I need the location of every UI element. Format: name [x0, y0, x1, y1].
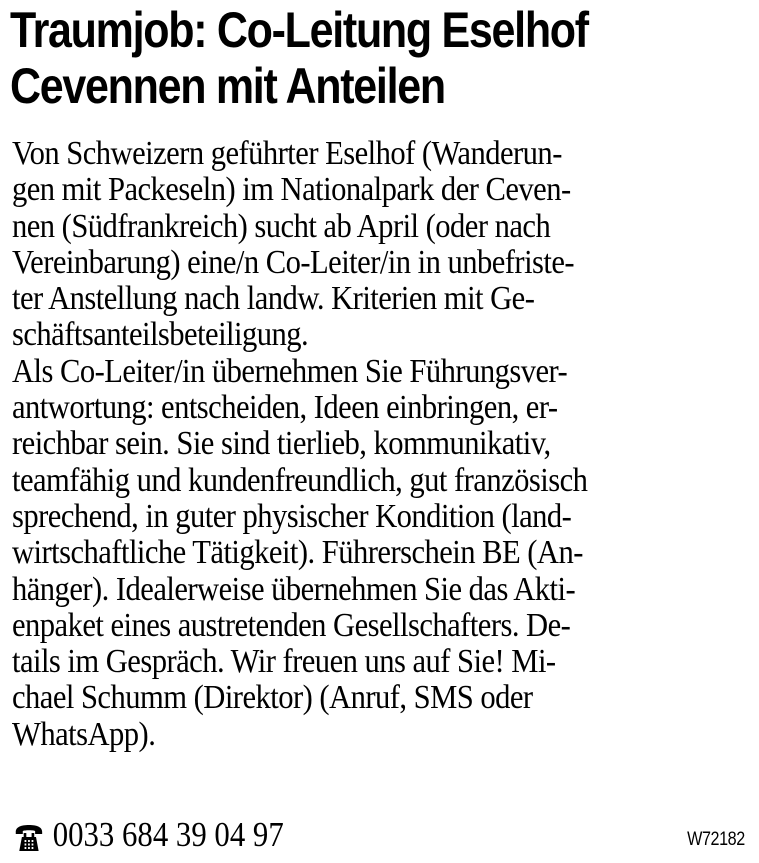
ad-body-text: [12, 136, 587, 753]
headline-line: Traumjob: Co-Leitung Eselhof: [10, 2, 588, 58]
contact-line: [14, 815, 284, 855]
body-line: antwortung: entscheiden, Ideen einbringen, er-: [12, 389, 558, 427]
body-line: nen (Südfrankreich) sucht ab April (oder nach: [12, 207, 551, 245]
body-line: gen mit Packeseln) im Nationalpark der Ceven-: [12, 171, 571, 209]
body-line: Von Schweizern geführter Eselhof (Wanderun-: [12, 135, 562, 172]
body-line: chael Schumm (Direktor) (Anruf, SMS oder: [12, 679, 533, 717]
phone-number[interactable]: 0033 684 39 04 97: [52, 815, 284, 854]
ad-reference-code: W72182: [687, 829, 745, 850]
headline-line: Cevennen mit Anteilen: [10, 58, 445, 114]
body-line: schäftsanteilsbeteiligung.: [12, 316, 309, 354]
body-line: ter Anstellung nach landw. Kriterien mit Ge-: [12, 280, 535, 318]
body-line: Als Co-Leiter/in übernehmen Sie Führungsver-: [12, 352, 568, 390]
body-line: Vereinbarung) eine/n Co-Leiter/in in unbefriste-: [12, 243, 575, 281]
body-line: hänger). Idealerweise übernehmen Sie das Akti-: [12, 570, 576, 608]
telephone-icon: [14, 821, 44, 849]
body-line: WhatsApp).: [12, 715, 156, 753]
body-line: teamfähig und kundenfreundlich, gut französisch: [12, 461, 588, 499]
body-line: wirtschaftliche Tätigkeit). Führerschein BE (An-: [12, 534, 583, 572]
body-line: sprechend, in guter physischer Kondition (land-: [12, 497, 572, 535]
body-line: enpaket eines austretenden Gesellschafters. De-: [12, 606, 571, 644]
body-line: reichbar sein. Sie sind tierlieb, kommunikativ,: [12, 425, 551, 463]
body-line: tails im Gespräch. Wir freuen uns auf Sie! Mi-: [12, 643, 556, 681]
ad-headline: [10, 2, 588, 114]
